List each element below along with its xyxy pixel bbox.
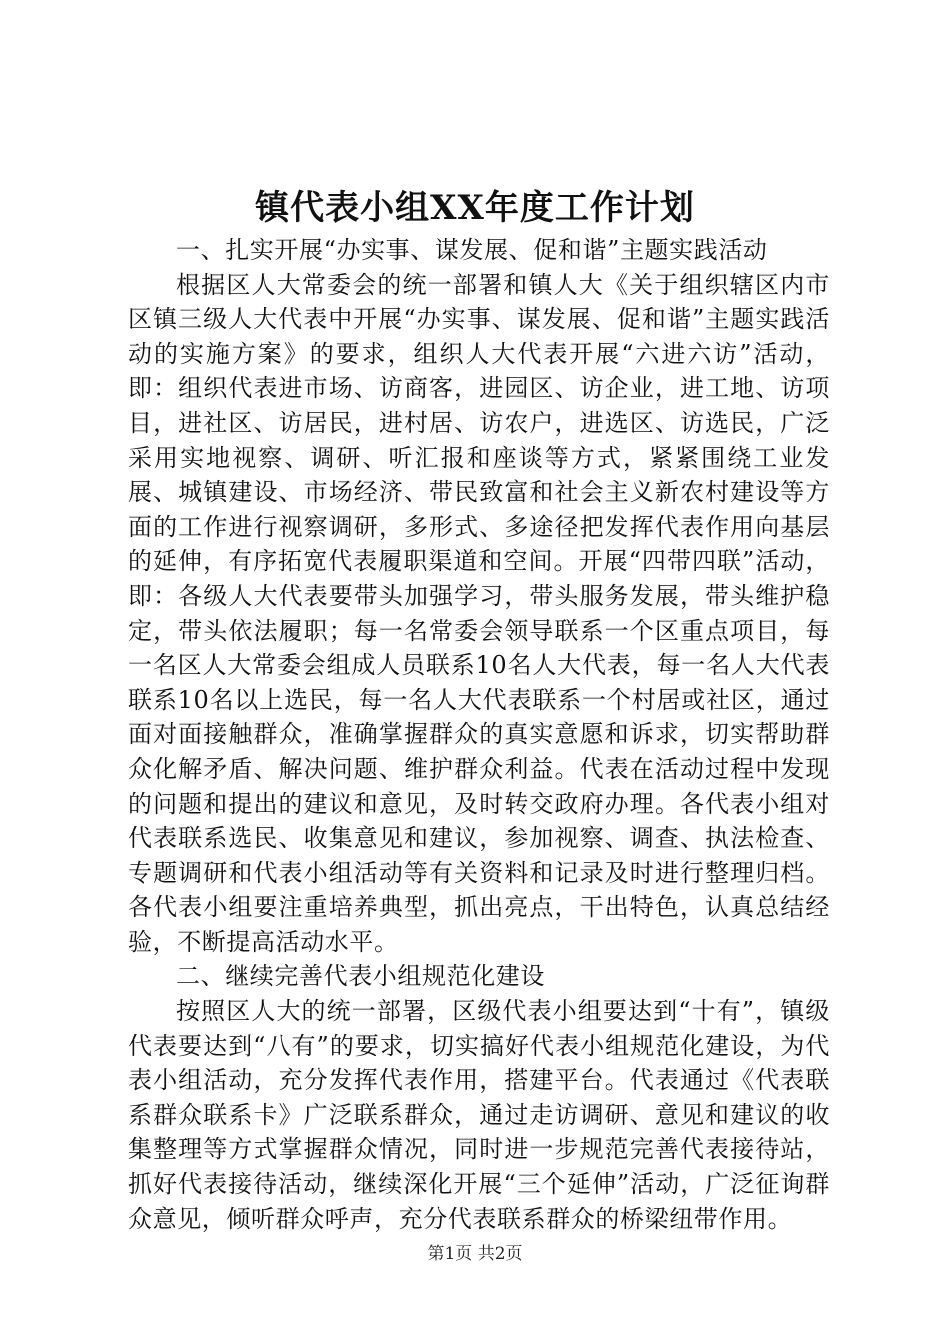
section-heading-1: 一、扎实开展“办实事、谋发展、促和谐”主题实践活动 <box>176 236 768 264</box>
paragraph-2: 按照区人大的统一部署，区级代表小组要达到“十有”，镇级代表要达到“八有”的要求，切实搞好代表小组规范化建设，为代表小组活动，充分发挥代表作用，搭建平台。代表通过《代表联系群众联系卡》广泛联系群众，通过走访调研、意见和建议的收集整理等方式掌握群众情况，同时进一步规范完善代表接待站，抓好代表接待活动，继续深化开展“三个延伸”活动，广泛征询群众意见，倾听群众呼声，充分代表联系群众的桥梁纽带作用。 <box>128 997 830 1233</box>
section-heading-2: 二、继续完善代表小组规范化建设 <box>176 962 545 991</box>
page-number-footer: 第1页 共2页 <box>427 1244 523 1264</box>
document-body <box>128 233 830 1236</box>
document-title: 镇代表小组XX年度工作计划 <box>255 188 695 228</box>
paragraph-1: 根据区人大常委会的统一部署和镇人大《关于组织辖区内市区镇三级人大代表中开展“办实事、谋发展、促和谐”主题实践活动的实施方案》的要求，组织人大代表开展“六进六访”活动，即：组织代表进市场、访商客，进园区、访企业，进工地、访项目，进社区、访居民，进村居、访农户，进选区、访选民，广泛采用实地视察、调研、听汇报和座谈等方式，紧紧围绕工业发展、城镇建设、市场经济、带民致富和社会主义新农村建设等方面的工作进行视察调研，多形式、多途径把发挥代表作用向基层的延伸，有序拓宽代表履职渠道和空间。开展“四带四联”活动，即：各级人大代表要带头加强学习，带头服务发展，带头维护稳定，带头依法履职；每一名常委会领导联系一个区重点项目，每一名区人大常委会组成人员联系10名人大代表，每一名人大代表联系10名以上选民，每一名人大代表联系一个村居或社区，通过面对面接触群众，准确掌握群众的真实意愿和诉求，切实帮助群众化解矛盾、解决问题、维护群众利益。代表在活动过程中发现的问题和提出的建议和意见，及时转交政府办理。各代表小组对代表联系选民、收集意见和建议，参加视察、调查、执法检查、专题调研和代表小组活动等有关资料和记录及时进行整理归档。各代表小组要注重培养典型，抓出亮点，干出特色，认真总结经验，不断提高活动水平。 <box>128 270 830 956</box>
